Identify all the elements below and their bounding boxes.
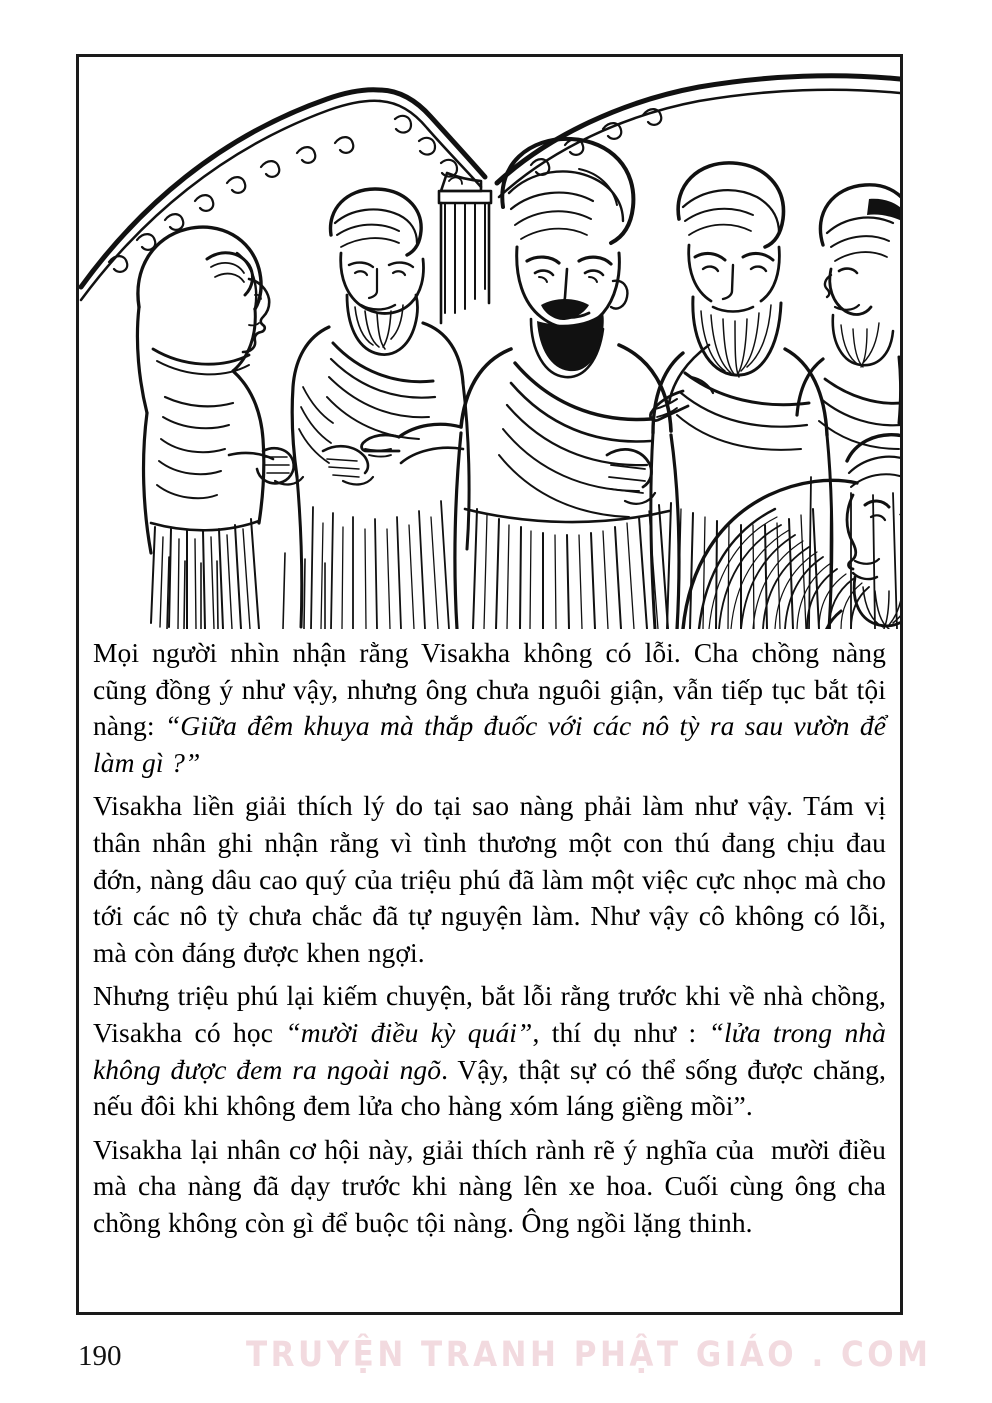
- paragraph-4-run-1: Visakha lại nhân cơ hội này, giải thích rành rẽ ý nghĩa của mười điều mà cha nàng đã dạy trước khi nàng lên xe hoa. Cuối cùng ông cha chồng không còn gì để buộc tội nàng. Ông ngồi lặng thinh.: [93, 1133, 894, 1238]
- paragraph-3-run-3: . Vậy, thật sự có thể sống được chăng, nếu đôi khi không đem lửa cho hàng xóm láng giềng mồi”.: [93, 1053, 894, 1122]
- visakha-before-elders-illustration: [79, 57, 900, 629]
- page-frame: [76, 54, 903, 1315]
- paragraph-1-quote: “Giữa đêm khuya mà thắp đuốc với các nô tỳ ra sau vườn để làm gì ?”: [93, 710, 894, 778]
- paragraph-3-run-1: Nhưng triệu phú lại kiếm chuyện, bắt lỗi rằng trước khi về nhà chồng, Visakha có học: [93, 980, 893, 1048]
- paragraph-1: [93, 635, 894, 781]
- site-watermark: TRUYỆN TRANH PHẬT GIÁO . COM: [246, 1334, 932, 1375]
- paragraph-2: [93, 788, 894, 971]
- paragraph-2-run-1: Visakha liền giải thích lý do tại sao nàng phải làm như vậy. Tám vị thân nhân ghi nhận rằng vì tình thương một con thú đang chịu đau đớn, nàng dâu cao quý của triệu phú đã làm một việc cực nhọc mà cho tới các nô tỳ chưa chắc đã tự nguyện làm. Như vậy cô không có lỗi, mà còn đáng được khen ngợi.: [93, 790, 894, 968]
- paragraph-3-quote-1: “mười điều kỳ quái”: [285, 1016, 533, 1048]
- page-footer: [0, 1330, 992, 1403]
- paragraph-3-quote-2: “lửa trong nhà không được đem ra ngoài ngõ: [93, 1016, 894, 1085]
- paragraph-3-run-2: , thí dụ như :: [532, 1016, 709, 1048]
- paragraph-3: [93, 978, 894, 1124]
- paragraph-1-run-1: Mọi người nhìn nhận rằng Visakha không có lỗi. Cha chồng nàng cũng đồng ý như vậy, nhưng ông chưa nguôi giận, vẫn tiếp tục bắt tội nàng:: [93, 637, 894, 742]
- body-text: [93, 635, 894, 1242]
- page-number: 190: [78, 1340, 122, 1372]
- paragraph-4: [93, 1132, 894, 1242]
